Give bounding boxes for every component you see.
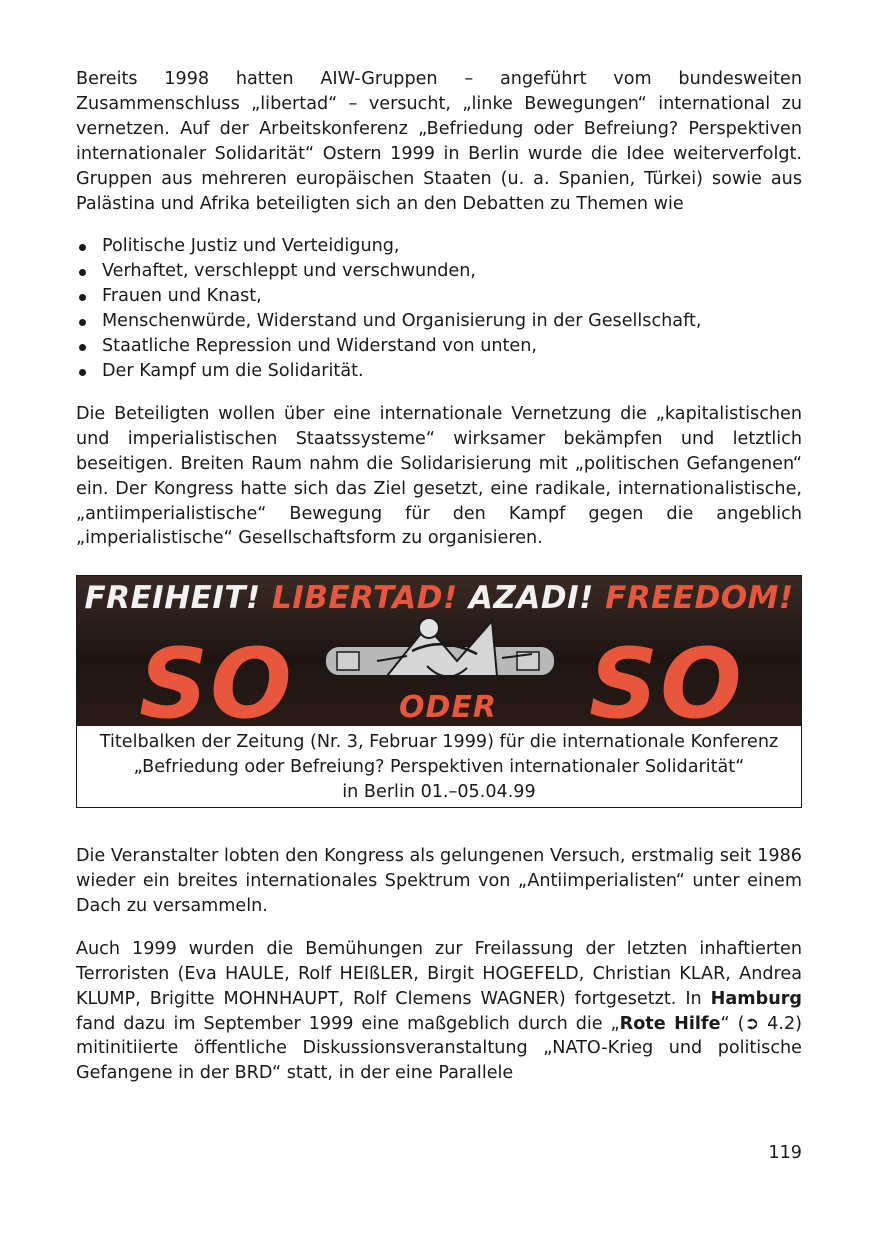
- text-run: Auch 1999 wurden die Bemühungen zur Freilassung der letzten inhaftierten Terroristen (Eva HAULE, Rolf HEIßLER, Birgit HOGEFELD, Christian KLAR, Andrea KLUMP, Brigitte MOHNHAUPT, Rolf Clemens WAGNER) fortgesetzt. In: [76, 938, 802, 1009]
- bold-rote-hilfe: Rote Hilfe: [619, 1013, 721, 1034]
- bold-hamburg: Hamburg: [710, 988, 802, 1009]
- figure-breaking-bars-icon: [317, 606, 567, 701]
- slogan-azadi: AZADI!: [468, 580, 594, 617]
- text-run: “ (: [720, 1013, 745, 1034]
- caption-line: Titelbalken der Zeitung (Nr. 3, Februar 1999) für die internationale Konferenz: [99, 732, 779, 753]
- list-item: Menschenwürde, Widerstand und Organisierung in der Gesellschaft,: [76, 309, 802, 334]
- slogan-freedom: FREEDOM!: [605, 580, 794, 617]
- list-item: Frauen und Knast,: [76, 284, 802, 309]
- paragraph-release-efforts: [76, 937, 802, 1086]
- list-item: Der Kampf um die Solidarität.: [76, 359, 802, 384]
- caption-line: „Befriedung oder Befreiung? Perspektiven internationaler Solidarität“: [133, 756, 745, 777]
- text-run: mitinitiierte öffentliche Diskussionsveranstaltung „NATO-Krieg und politische Gefangene in der BRD“ statt, in der eine Parallele: [76, 1038, 802, 1084]
- slogan-libertad: LIBERTAD!: [271, 580, 458, 617]
- figure-caption: [77, 726, 801, 807]
- newspaper-banner-image: [77, 576, 801, 726]
- list-item: Staatliche Repression und Widerstand von unten,: [76, 334, 802, 359]
- page-number: 119: [768, 1143, 802, 1163]
- text-run: fand dazu im September 1999 eine maßgeblich durch die „: [76, 1013, 620, 1034]
- banner-so-right: SO: [589, 628, 744, 727]
- arrow-right-circle-icon: ➲: [744, 1013, 760, 1034]
- topic-list: [76, 234, 802, 383]
- banner-so-left: SO: [139, 628, 294, 727]
- cross-reference: 4.2): [759, 1013, 802, 1034]
- slogan-freiheit: FREIHEIT!: [84, 580, 261, 617]
- banner-oder: ODER: [399, 690, 497, 726]
- paragraph-intro: Bereits 1998 hatten AIW-Gruppen – angeführt vom bundesweiten Zusammenschluss „libertad“ – versucht, „linke Bewegungen“ international zu vernetzen. Auf der Arbeitskonferenz „Befriedung oder Befreiung? Perspektiven internationaler Solidarität“ Ostern 1999 in Berlin wurde die Idee weiterverfolgt. Gruppen aus mehreren europäischen Staaten (u. a. Spanien, Türkei) sowie aus Palästina und Afrika beteiligten sich an den Debatten zu Themen wie: [76, 69, 802, 214]
- paragraph-organizers: Die Veranstalter lobten den Kongress als gelungenen Versuch, erstmalig seit 1986 wieder ein breites internationales Spektrum von „Antiimperialisten“ unter einem Dach zu versammeln.: [76, 846, 802, 916]
- page-body: [76, 67, 802, 1086]
- paragraph-participants: Die Beteiligten wollen über eine internationale Vernetzung die „kapitalistischen und imperialistischen Staatssysteme“ wirksamer bekämpfen und letztlich beseitigen. Breiten Raum nahm die Solidarisierung mit „politischen Gefangenen“ ein. Der Kongress hatte sich das Ziel gesetzt, eine radikale, internationalistische, „antiimperialistische“ Bewegung für den Kampf gegen die angeblich „imperialistische“ Gesellschaftsform zu organisieren.: [76, 403, 802, 549]
- list-item: Politische Justiz und Verteidigung,: [76, 234, 802, 259]
- caption-line: in Berlin 01.–05.04.99: [342, 781, 536, 802]
- list-item: Verhaftet, verschleppt und verschwunden,: [76, 259, 802, 284]
- newspaper-figure: [76, 575, 802, 808]
